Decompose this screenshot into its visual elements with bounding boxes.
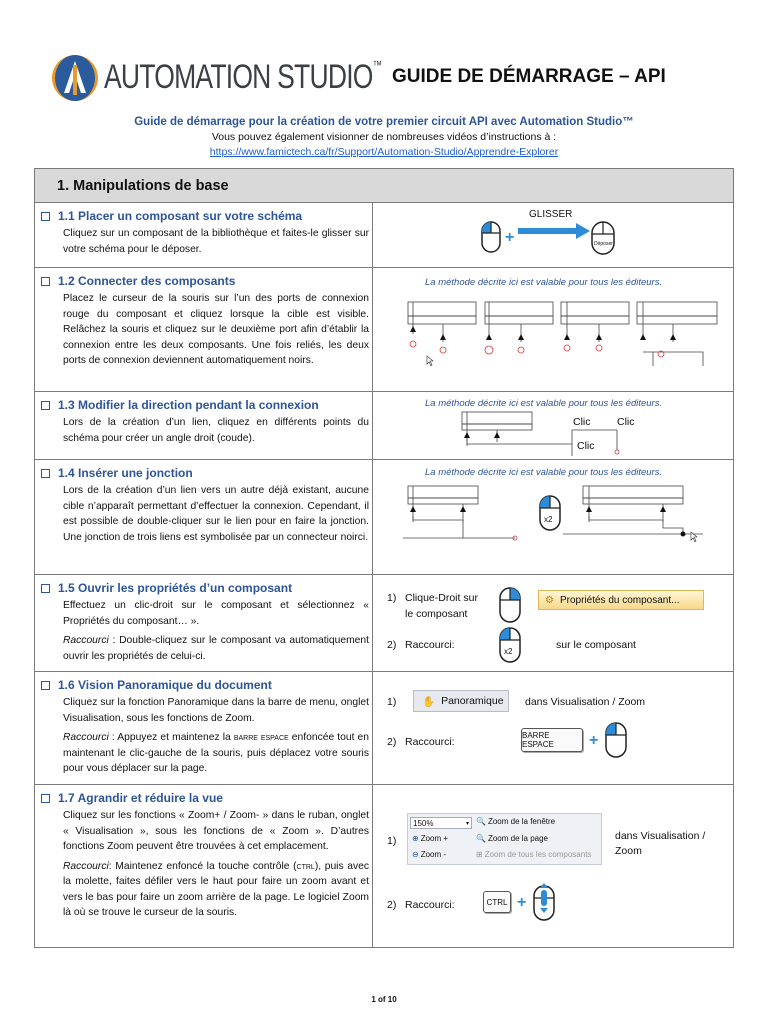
basics-table <box>34 168 734 948</box>
editor-note: La méthode décrite ici est valable pour tous les éditeurs. <box>425 467 663 478</box>
row-change-direction <box>35 392 733 460</box>
zoom-in-icon: ⊕ <box>412 834 419 843</box>
mouse-left-click-icon <box>605 722 627 758</box>
zoom-all-label: Zoom de tous les composants <box>484 850 592 859</box>
plus-icon: + <box>589 732 599 749</box>
clic-label: Clic <box>573 416 591 428</box>
shortcut-label: Raccourci <box>63 860 109 872</box>
row-description: Placez le curseur de la souris sur l’un des ports de connexion rouge du composant et cliquez lorsque la cible est visible. Relâchez la souris et cliquez sur le deuxième port afin d’établir la connexion entre les deux composants. Une fois reliés, les deux ports de connexion deviennent automatiquement noirs. <box>63 293 369 366</box>
row-description: Cliquez sur la fonction Panoramique dans la barre de menu, onglet Visualisation, sous les fonctions de Zoom. <box>63 697 369 724</box>
checkbox[interactable] <box>41 794 50 803</box>
ctrl-key: CTRL <box>483 891 511 913</box>
zoom-window-label: Zoom de la fenêtre <box>487 817 556 826</box>
clic-label: Clic <box>617 416 635 428</box>
panoramic-button[interactable] <box>413 690 509 712</box>
zoom-out-icon: ⊖ <box>412 850 419 859</box>
document-title: GUIDE DE DÉMARRAGE – API <box>392 66 666 87</box>
zoom-out-label: Zoom - <box>420 850 447 859</box>
intro-block <box>34 115 734 160</box>
document-header <box>50 50 730 110</box>
step-number: 1) <box>387 696 397 708</box>
clic-label: Clic <box>577 440 595 452</box>
shortcut-label: Raccourci <box>63 732 109 743</box>
zoom-page-button[interactable] <box>476 834 548 843</box>
zoom-window-button[interactable] <box>476 817 555 826</box>
row-place-component <box>35 203 733 268</box>
junction-diagram-before <box>403 482 543 546</box>
logo-text: AUTOMATION STUDIO <box>104 58 373 96</box>
connection-diagram <box>403 292 723 372</box>
intro-heading: Guide de démarrage pour la création de votre premier circuit API avec Automation Studio™ <box>134 116 634 128</box>
zoom-ribbon-panel <box>407 813 602 865</box>
zoom-in-button[interactable] <box>412 834 448 843</box>
drop-label: Déposer <box>594 241 613 247</box>
plus-icon: + <box>505 229 515 246</box>
section-title: 1. Manipulations de base <box>35 169 733 203</box>
shortcut-label: Raccourci <box>63 635 109 646</box>
chevron-down-icon: ▾ <box>465 820 469 827</box>
row-description: Cliquez sur un composant de la bibliothèque et faites-le glisser sur votre schéma pour le déposer. <box>63 228 369 255</box>
row-description: Effectuez un clic-droit sur le composant et sélectionnez « Propriétés du composant… ». <box>63 600 369 627</box>
zoom-out-button[interactable] <box>412 850 446 859</box>
logo-tm: ™ <box>372 58 382 72</box>
row-title: 1.3 Modifier la direction pendant la connexion <box>58 398 319 412</box>
mouse-left-click-icon <box>481 221 501 253</box>
row-zoom-view <box>35 785 733 947</box>
row-title: 1.7 Agrandir et réduire la vue <box>58 791 223 805</box>
space-bar-key: BARRE ESPACE <box>521 728 583 752</box>
step-text: Raccourci: <box>405 639 455 651</box>
row-pan-view <box>35 672 733 785</box>
checkbox[interactable] <box>41 277 50 286</box>
row-title: 1.4 Insérer une jonction <box>58 466 193 480</box>
gear-icon: ⚙ <box>545 594 554 606</box>
shortcut-text: : Double-cliquez sur le composant va automatiquement ouvrir les propriétés de celui-ci. <box>63 635 369 662</box>
pano-label: Panoramique <box>441 695 504 707</box>
step-number: 2) <box>387 736 397 748</box>
zoom-window-icon: 🔍 <box>476 817 486 826</box>
zoom-level-select[interactable] <box>410 817 472 829</box>
checkbox[interactable] <box>41 212 50 221</box>
step-number: 1) <box>387 592 397 604</box>
row-title: 1.1 Placer un composant sur votre schéma <box>58 209 303 223</box>
logo-mark-icon <box>50 53 100 103</box>
row-description: Cliquez sur les fonctions « Zoom+ / Zoom- » dans le ruban, onglet « Visualisation », sous les fonctions de « Zoom ». D’autres fonctions Zoom peuvent être trouvées à cet emplacement. <box>63 810 369 852</box>
intro-subtext: Vous pouvez également visionner de nombreuses vidéos d’instructions à : <box>211 131 557 143</box>
zoom-in-label: Zoom + <box>420 834 449 843</box>
shortcut-text: : Appuyez et maintenez la <box>108 732 234 743</box>
intro-link[interactable]: https://www.famictech.ca/fr/Support/Automation-Studio/Apprendre-Explorer <box>209 146 559 158</box>
row-title: 1.2 Connecter des composants <box>58 274 236 288</box>
zoom-all-icon: ⊞ <box>476 850 483 859</box>
checkbox[interactable] <box>41 584 50 593</box>
step-text: Raccourci: <box>405 736 455 748</box>
step-text: Raccourci: <box>405 899 455 911</box>
drag-arrow-icon <box>518 223 590 239</box>
step-text: le composant <box>405 608 468 620</box>
shortcut-text: : Maintenez enfoncé la touche contrôle ( <box>108 860 297 872</box>
mouse-release-icon <box>591 221 615 255</box>
menu-item-label: Propriétés du composant... <box>559 594 680 606</box>
row-insert-junction <box>35 460 733 575</box>
page-number: 1 of 10 <box>371 995 397 1004</box>
row-component-properties <box>35 575 733 672</box>
checkbox[interactable] <box>41 469 50 478</box>
double-click-label: x2 <box>504 647 513 656</box>
junction-diagram-after <box>563 482 723 546</box>
shortcut-key: barre espace <box>233 732 289 743</box>
mouse-double-click-icon <box>499 627 521 663</box>
automation-studio-logo <box>50 50 382 105</box>
shortcut-key: ctrl <box>296 860 315 872</box>
mouse-scroll-wheel-icon <box>533 883 555 923</box>
step-text: dans Visualisation / Zoom <box>525 696 646 708</box>
drag-label: GLISSER <box>529 209 573 220</box>
step-number: 2) <box>387 899 397 911</box>
zoom-all-button[interactable] <box>476 850 591 859</box>
shortcut-text: enfoncée tout en maintenant le clic-gauche de la souris, puis déplacez votre souris pour vous déplacer sur la page. <box>63 732 369 774</box>
hand-icon: ✋ <box>422 695 436 708</box>
step-number: 2) <box>387 639 397 651</box>
editor-note: La méthode décrite ici est valable pour tous les éditeurs. <box>425 277 663 288</box>
row-connect-components <box>35 268 733 392</box>
checkbox[interactable] <box>41 401 50 410</box>
step-number: 1) <box>387 835 397 847</box>
plus-icon: + <box>517 894 527 911</box>
step-text: sur le composant <box>556 639 636 651</box>
row-title: 1.6 Vision Panoramique du document <box>58 678 272 692</box>
step-text: Clique-Droit sur <box>405 592 478 604</box>
double-click-label: x2 <box>544 515 553 524</box>
mouse-right-click-icon <box>499 587 521 623</box>
properties-menu-item[interactable] <box>538 590 704 610</box>
zoom-page-icon: 🔍 <box>476 834 486 843</box>
zoom-page-label: Zoom de la page <box>487 834 549 843</box>
row-title: 1.5 Ouvrir les propriétés d’un composant <box>58 581 293 595</box>
editor-note: La méthode décrite ici est valable pour tous les éditeurs. <box>425 398 663 409</box>
shortcut-text: ), puis avec la molette, faites défiler vers le haut pour faire un zoom avant et vers le bas pour faire un zoom arrière de la page. Le logiciel Zoom là où se trouve le curseur de la souris. <box>63 860 369 918</box>
zoom-value: 150% <box>413 818 434 828</box>
mouse-double-click-icon <box>539 495 561 531</box>
row-description: Lors de la création d’un lien, cliquez en différents points du schéma pour créer un angle droit (coude). <box>63 417 369 444</box>
row-description: Lors de la création d’un lien vers un autre déjà existant, aucune cible n’apparaît permettant d’effectuer la connexion. Cependant, il est possible de double-cliquer sur le lien pour en faire la jonction. Une jonction de trois liens est symbolisée par un connecteur noirci. <box>63 485 369 543</box>
checkbox[interactable] <box>41 681 50 690</box>
step-text: dans Visualisation / Zoom <box>615 830 706 857</box>
